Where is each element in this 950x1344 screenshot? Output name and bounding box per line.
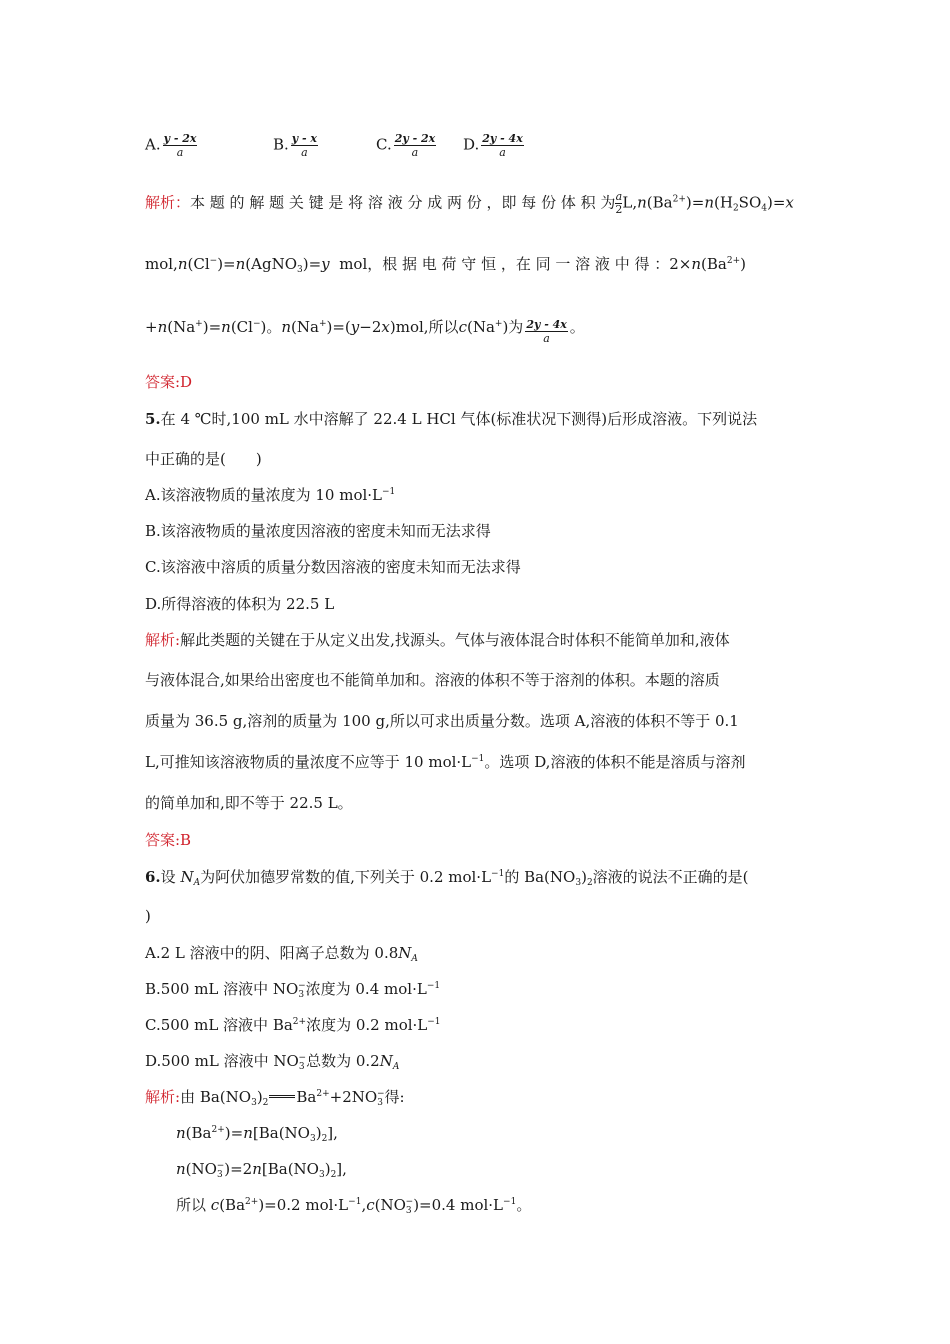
analysis-text: mol，根 据 电 荷 守 恒 ，在 同 一 溶 液 中 得 ：2× xyxy=(339,255,692,273)
question-text: 为阿伏加德罗常数的值,下列关于 0.2 mol·L xyxy=(200,868,492,886)
equation-text: 所以 xyxy=(176,1196,207,1214)
choice-fraction xyxy=(481,132,523,159)
question-number: 5. xyxy=(145,410,161,428)
q5-stem-line-1 xyxy=(145,409,810,429)
q6-equation-1: $n(Ba^{2+})=n[Ba(NO_3)_2]$, xyxy=(176,1124,338,1144)
q6-option-c: C.500 mL 溶液中 $Ba^{2+}$浓度为 0.2 $mol\cdot L^{-1}$ xyxy=(145,1016,441,1034)
fraction-numerator: a xyxy=(615,190,623,203)
fraction-numerator: 2y - 2x xyxy=(394,132,436,145)
option-text: D.500 mL 溶液中 NO xyxy=(145,1052,299,1070)
analysis-text: 为 xyxy=(508,318,524,336)
fraction-denominator: a xyxy=(301,146,308,159)
q5-option-c: C.该溶液中溶质的质量分数因溶液的密度未知而无法求得 xyxy=(145,558,521,576)
q6-equation-3: 所以 $c(Ba^{2+})=0.2$ $mol\cdot L^{-1},c(NO_3^-)=0.4$ $mol\cdot L^{-1}$。 xyxy=(176,1196,532,1216)
result-fraction xyxy=(525,318,567,345)
question-text: 在 4 ℃时,100 mL 水中溶解了 22.4 L HCl 气体(标准状况下测得)后形成溶液。下列说法 xyxy=(160,410,758,428)
equation-text: =0.2 mol·L xyxy=(264,1196,349,1214)
q4-choice-b xyxy=(273,132,320,159)
equation-text: ], xyxy=(327,1124,338,1142)
q6-analysis-line-1: 解析:由 $Ba(NO_3)_2$ $Ba^{2+}+2NO_3^-$得: xyxy=(145,1088,405,1108)
equation-text: 。 xyxy=(516,1196,532,1214)
choice-label: D. xyxy=(463,135,480,154)
analysis-text: L,可推知该溶液物质的量浓度不应等于 10 mol·L xyxy=(145,753,472,771)
analysis-text: 由 Ba(NO xyxy=(180,1088,252,1106)
q4-analysis-line-1: 解析：本 题 的 解 题 关 键 是 将 溶 液 分 成 两 份 ，即 每 份 体 积 为 $\frac{a}{2}L,n(Ba^{2+})=n(H_2SO_4)=x$ xyxy=(145,190,794,216)
fraction-denominator: a xyxy=(176,146,184,159)
equation-text: =0.4 mol·L xyxy=(419,1196,504,1214)
analysis-text: 。选项 D,溶液的体积不能是溶质与溶剂 xyxy=(484,753,746,771)
q5-answer: 答案:B xyxy=(145,831,192,849)
fraction-numerator: 2y - 4x xyxy=(526,318,567,331)
analysis-text: 本 题 的 解 题 关 键 是 将 溶 液 分 成 两 份 ，即 每 份 体 积 为 xyxy=(190,193,616,212)
fraction-denominator: a xyxy=(499,146,506,159)
choice-fraction xyxy=(394,132,436,159)
analysis-text: +2NO xyxy=(329,1088,378,1106)
analysis-text: Ba xyxy=(296,1088,317,1106)
analysis-label: 解析: xyxy=(145,1088,181,1106)
equation-text: , xyxy=(361,1196,367,1214)
q5-analysis-line-5: 的简单加和,即不等于 22.5 L。 xyxy=(145,794,353,812)
q5-option-b: B.该溶液物质的量浓度因溶液的密度未知而无法求得 xyxy=(145,522,491,540)
choice-label: A. xyxy=(145,135,161,154)
analysis-text: 。 xyxy=(266,318,282,336)
fraction-denominator: a xyxy=(543,332,550,345)
q5-analysis-line-1 xyxy=(145,630,810,650)
analysis-text: 解此类题的关键在于从定义出发,找源头。气体与液体混合时体积不能简单加和,液体 xyxy=(180,631,730,649)
question-text: 溶液的说法不正确的是( xyxy=(592,868,749,886)
option-text: A.该溶液物质的量浓度为 10 mol·L xyxy=(145,486,383,504)
q6-equation-2: $n(NO_3^-)=2n[Ba(NO_3)_2]$, xyxy=(176,1160,347,1180)
option-text: A.2 L 溶液中的阴、阳离子总数为 0.8 xyxy=(145,944,399,962)
fraction-denominator: a xyxy=(411,146,419,159)
q6-option-a: A.2 L 溶液中的阴、阳离子总数为 $0.8N_A$ xyxy=(145,944,418,964)
q4-analysis-line-3: +n(Na+)=n(Cl−)。n(Na+)=(y−2x)mol,所以c(Na+)为 $\frac{2y - 4x}{a}$ 。 xyxy=(145,318,585,345)
analysis-label: 解析: xyxy=(145,631,181,649)
analysis-text: mol,所以 xyxy=(395,318,459,336)
choice-fraction xyxy=(291,132,318,159)
analysis-text: L, xyxy=(622,193,638,212)
fraction-numerator: y - x xyxy=(291,132,317,145)
q5-option-a: A.该溶液物质的量浓度为 10 $mol\cdot L^{-1}$ xyxy=(145,486,396,504)
option-text: 总数为 0.2 xyxy=(306,1052,380,1070)
question-number: 6. xyxy=(145,868,161,886)
fraction-numerator: 2y - 4x xyxy=(482,132,523,145)
q5-option-d: D.所得溶液的体积为 22.5 L xyxy=(145,595,335,613)
question-text: 设 xyxy=(160,868,176,886)
option-text: 浓度为 0.2 mol·L xyxy=(306,1016,428,1034)
choice-label: C. xyxy=(376,135,392,154)
q4-choice-d xyxy=(463,132,526,159)
q5-analysis-line-4: L,可推知该溶液物质的量浓度不应等于 10 $mol\cdot L^{-1}$。选项 D,溶液的体积不能是溶质与溶剂 xyxy=(145,753,746,771)
equation-text: [Ba(NO xyxy=(252,1124,310,1142)
equation-text: [Ba(NO xyxy=(261,1160,319,1178)
q6-option-b: B.500 mL 溶液中 $NO_3^-$浓度为 0.4 $mol\cdot L^{-1}$ xyxy=(145,980,441,1000)
choice-label: B. xyxy=(273,135,289,154)
q4-choice-c xyxy=(376,132,438,159)
q6-stem-line-1: 6.设 $N_A$为阿伏加德罗常数的值,下列关于 0.2 $mol\cdot L^{-1}$的 $Ba(NO_3)_2$溶液的说法不正确的是( xyxy=(145,868,749,888)
q4-analysis-line-2: mol,n(Cl−)=n(AgNO$_3$)=y mol，根 据 电 荷 守 恒 ，在 同 一 溶 液 中 得 ：$2\times n(Ba^{2+})$ xyxy=(145,255,746,275)
q5-stem-line-2: 中正确的是( ) xyxy=(145,450,262,468)
reaction-equals-sign xyxy=(269,1095,295,1098)
q5-analysis-line-3: 质量为 36.5 g,溶剂的质量为 100 g,所以可求出质量分数。选项 A,溶液的体积不等于 0.1 xyxy=(145,712,739,730)
choice-fraction xyxy=(163,132,198,159)
q5-analysis-line-2: 与液体混合,如果给出密度也不能简单加和。溶液的体积不等于溶剂的体积。本题的溶质 xyxy=(145,671,720,689)
equation-text: )=2 xyxy=(224,1160,253,1178)
q4-choice-a xyxy=(145,132,199,159)
equation-text: ], xyxy=(336,1160,347,1178)
q6-stem-line-2: ) xyxy=(145,907,151,925)
question-text: 的 Ba(NO xyxy=(504,868,576,886)
q4-answer: 答案:D xyxy=(145,373,193,391)
q6-option-d: D.500 mL 溶液中 $NO_3^-$总数为 $0.2N_A$ xyxy=(145,1052,400,1072)
option-text: C.500 mL 溶液中 Ba xyxy=(145,1016,293,1034)
fraction-numerator: y - 2x xyxy=(163,132,197,145)
analysis-text: mol, xyxy=(145,255,178,273)
analysis-label: 解析： xyxy=(145,193,191,212)
option-text: B.500 mL 溶液中 NO xyxy=(145,980,299,998)
option-text: 浓度为 0.4 mol·L xyxy=(305,980,427,998)
fraction-denominator: 2 xyxy=(615,203,623,216)
analysis-text: 得: xyxy=(384,1088,405,1106)
